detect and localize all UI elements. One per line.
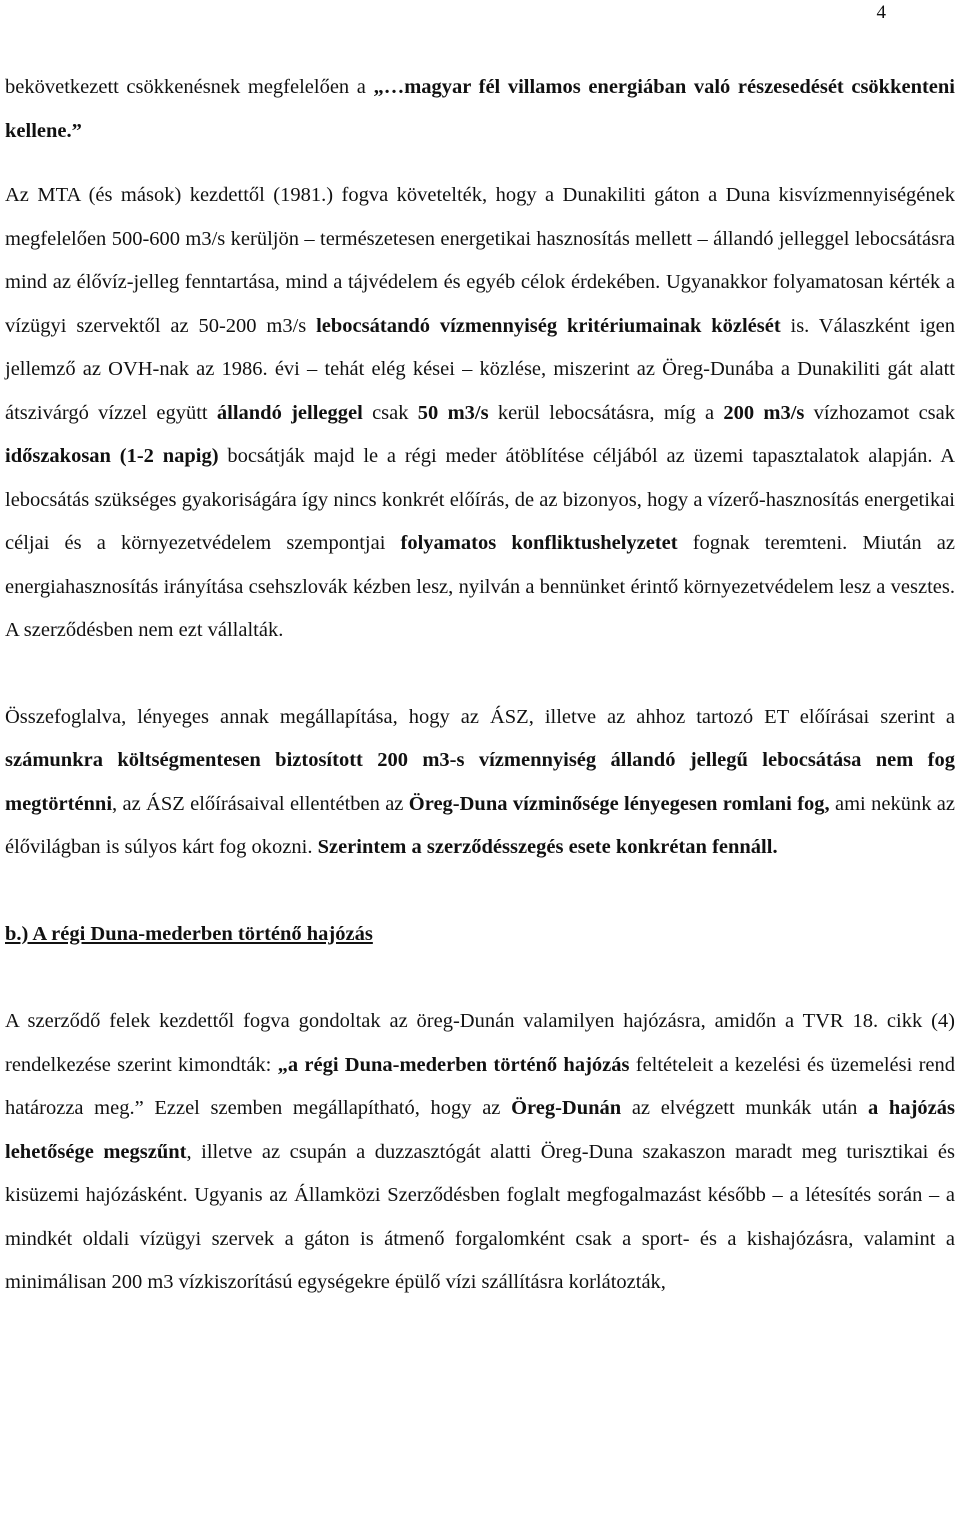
page-number: 4 (876, 2, 886, 23)
paragraph-energy-share (5, 66, 955, 153)
bold-text: 200 m3/s (723, 401, 805, 424)
paragraph-navigation (5, 1000, 955, 1305)
paragraph-mta-demands (5, 174, 955, 653)
bold-text: számunkra költségmentesen biztosított 200 m3-s vízmennyiség állandó jellegű lebocsátása nem fog megtörténni (5, 749, 955, 815)
text-run: az elvégzett munkák után (621, 1097, 869, 1119)
bold-text: Szerintem a szerződésszegés esete konkrétan fennáll. (317, 836, 778, 858)
text-run: fognak teremteni. Miután az energiahasznosítás irányítása csehszlovák kézben lesz, nyilván a bennünket érintő környezetvédelem lesz a vesztes. A szerződésben nem ezt vállalták. (5, 532, 955, 641)
bold-text: folyamatos konfliktushelyzetet (400, 532, 678, 554)
text-run: is. Válaszként igen jellemző az OVH-nak az 1986. évi – tehát elég kései – közlése, miszerint az Öreg-Dunába a Dunakiliti gát alatt átszivárgó vízzel együtt (5, 314, 955, 424)
section-heading (5, 913, 955, 957)
paragraph-summary (5, 696, 955, 870)
text-run: ami nekünk az élővilágban is súlyos kárt fog okozni. (5, 792, 955, 858)
bold-text: állandó jelleggel (216, 401, 363, 424)
text-run: csak (362, 401, 418, 424)
bold-text: lebocsátandó vízmennyiség kritériumainak közlését (316, 314, 781, 337)
bold-quote: „…magyar fél villamos energiában való részesedését csökkenteni kellene.” (5, 76, 955, 142)
text-run: Összefoglalva, lényeges annak megállapítása, hogy az ÁSZ, illetve az ahhoz tartozó ET előírásai szerint a (5, 705, 955, 728)
bold-text: időszakosan (1-2 napig) (5, 445, 219, 467)
bold-text: Öreg-Dunán (511, 1097, 622, 1119)
bold-quote: „a régi Duna-mederben történő hajózás (277, 1053, 630, 1076)
text-run: , az ÁSZ előírásaival ellentétben az (112, 792, 409, 815)
text-run: A szerződő felek kezdettől fogva gondoltak az öreg-Dunán valamilyen hajózásra, amidőn a TVR 18. cikk (4) rendelkezése szerint kimondták: (5, 1010, 955, 1076)
text-run: bocsátják majd le a régi meder átöblítése céljából az üzemi tapasztalatok alapján. A lebocsátás szükséges gyakoriságára így nincs konkrét előírás, de az bizonyos, hogy a vízerő-hasznosítás energetikai céljai és a környezetvédelem szempontjai (5, 445, 955, 554)
section-heading-text: b.) A régi Duna-mederben történő hajózás (5, 922, 373, 945)
bold-text: 50 m3/s (417, 401, 489, 424)
document-body (5, 66, 955, 1305)
bold-text: Öreg-Duna vízminősége lényegesen romlani fog, (408, 792, 830, 815)
text-run: Az MTA (és mások) kezdettől (1981.) fogva követelték, hogy a Dunakiliti gáton a Duna kisvízmennyiségének megfelelően 500-600 m3/s kerüljön – természetesen energetikai hasznosítás mellett – állandó jelleggel lebocsátásra mind az élővíz-jelleg fenntartása, mind a tájvédelem és egyéb célok érdekében. Ugyanakkor folyamatosan kérték a vízügyi szervektől az 50-200 m3/s (5, 184, 955, 337)
bold-text: a hajózás lehetősége megszűnt (5, 1097, 955, 1163)
text-run: kerül lebocsátásra, míg a (488, 401, 724, 424)
text-run: vízhozamot csak (804, 401, 955, 424)
text-run: feltételeit a kezelési és üzemelési rend határozza meg.” Ezzel szemben megállapítható, hogy az (5, 1053, 955, 1119)
text-run: , illetve az csupán a duzzasztógát alatti Öreg-Duna szakaszon maradt meg turisztikai és kisüzemi hajózásként. Ugyanis az Államközi Szerződésben foglalt megfogalmazást később – a létesítés során – a mindkét oldali vízügyi szervek a gáton is átmenő forgalomként csak a sport- és a kishajózásra, valamint a minimálisan 200 m3 vízkiszorítású egységekre épülő vízi szállításra korlátozták, (5, 1140, 956, 1293)
text-run: bekövetkezett csökkenésnek megfelelően a (5, 76, 374, 98)
